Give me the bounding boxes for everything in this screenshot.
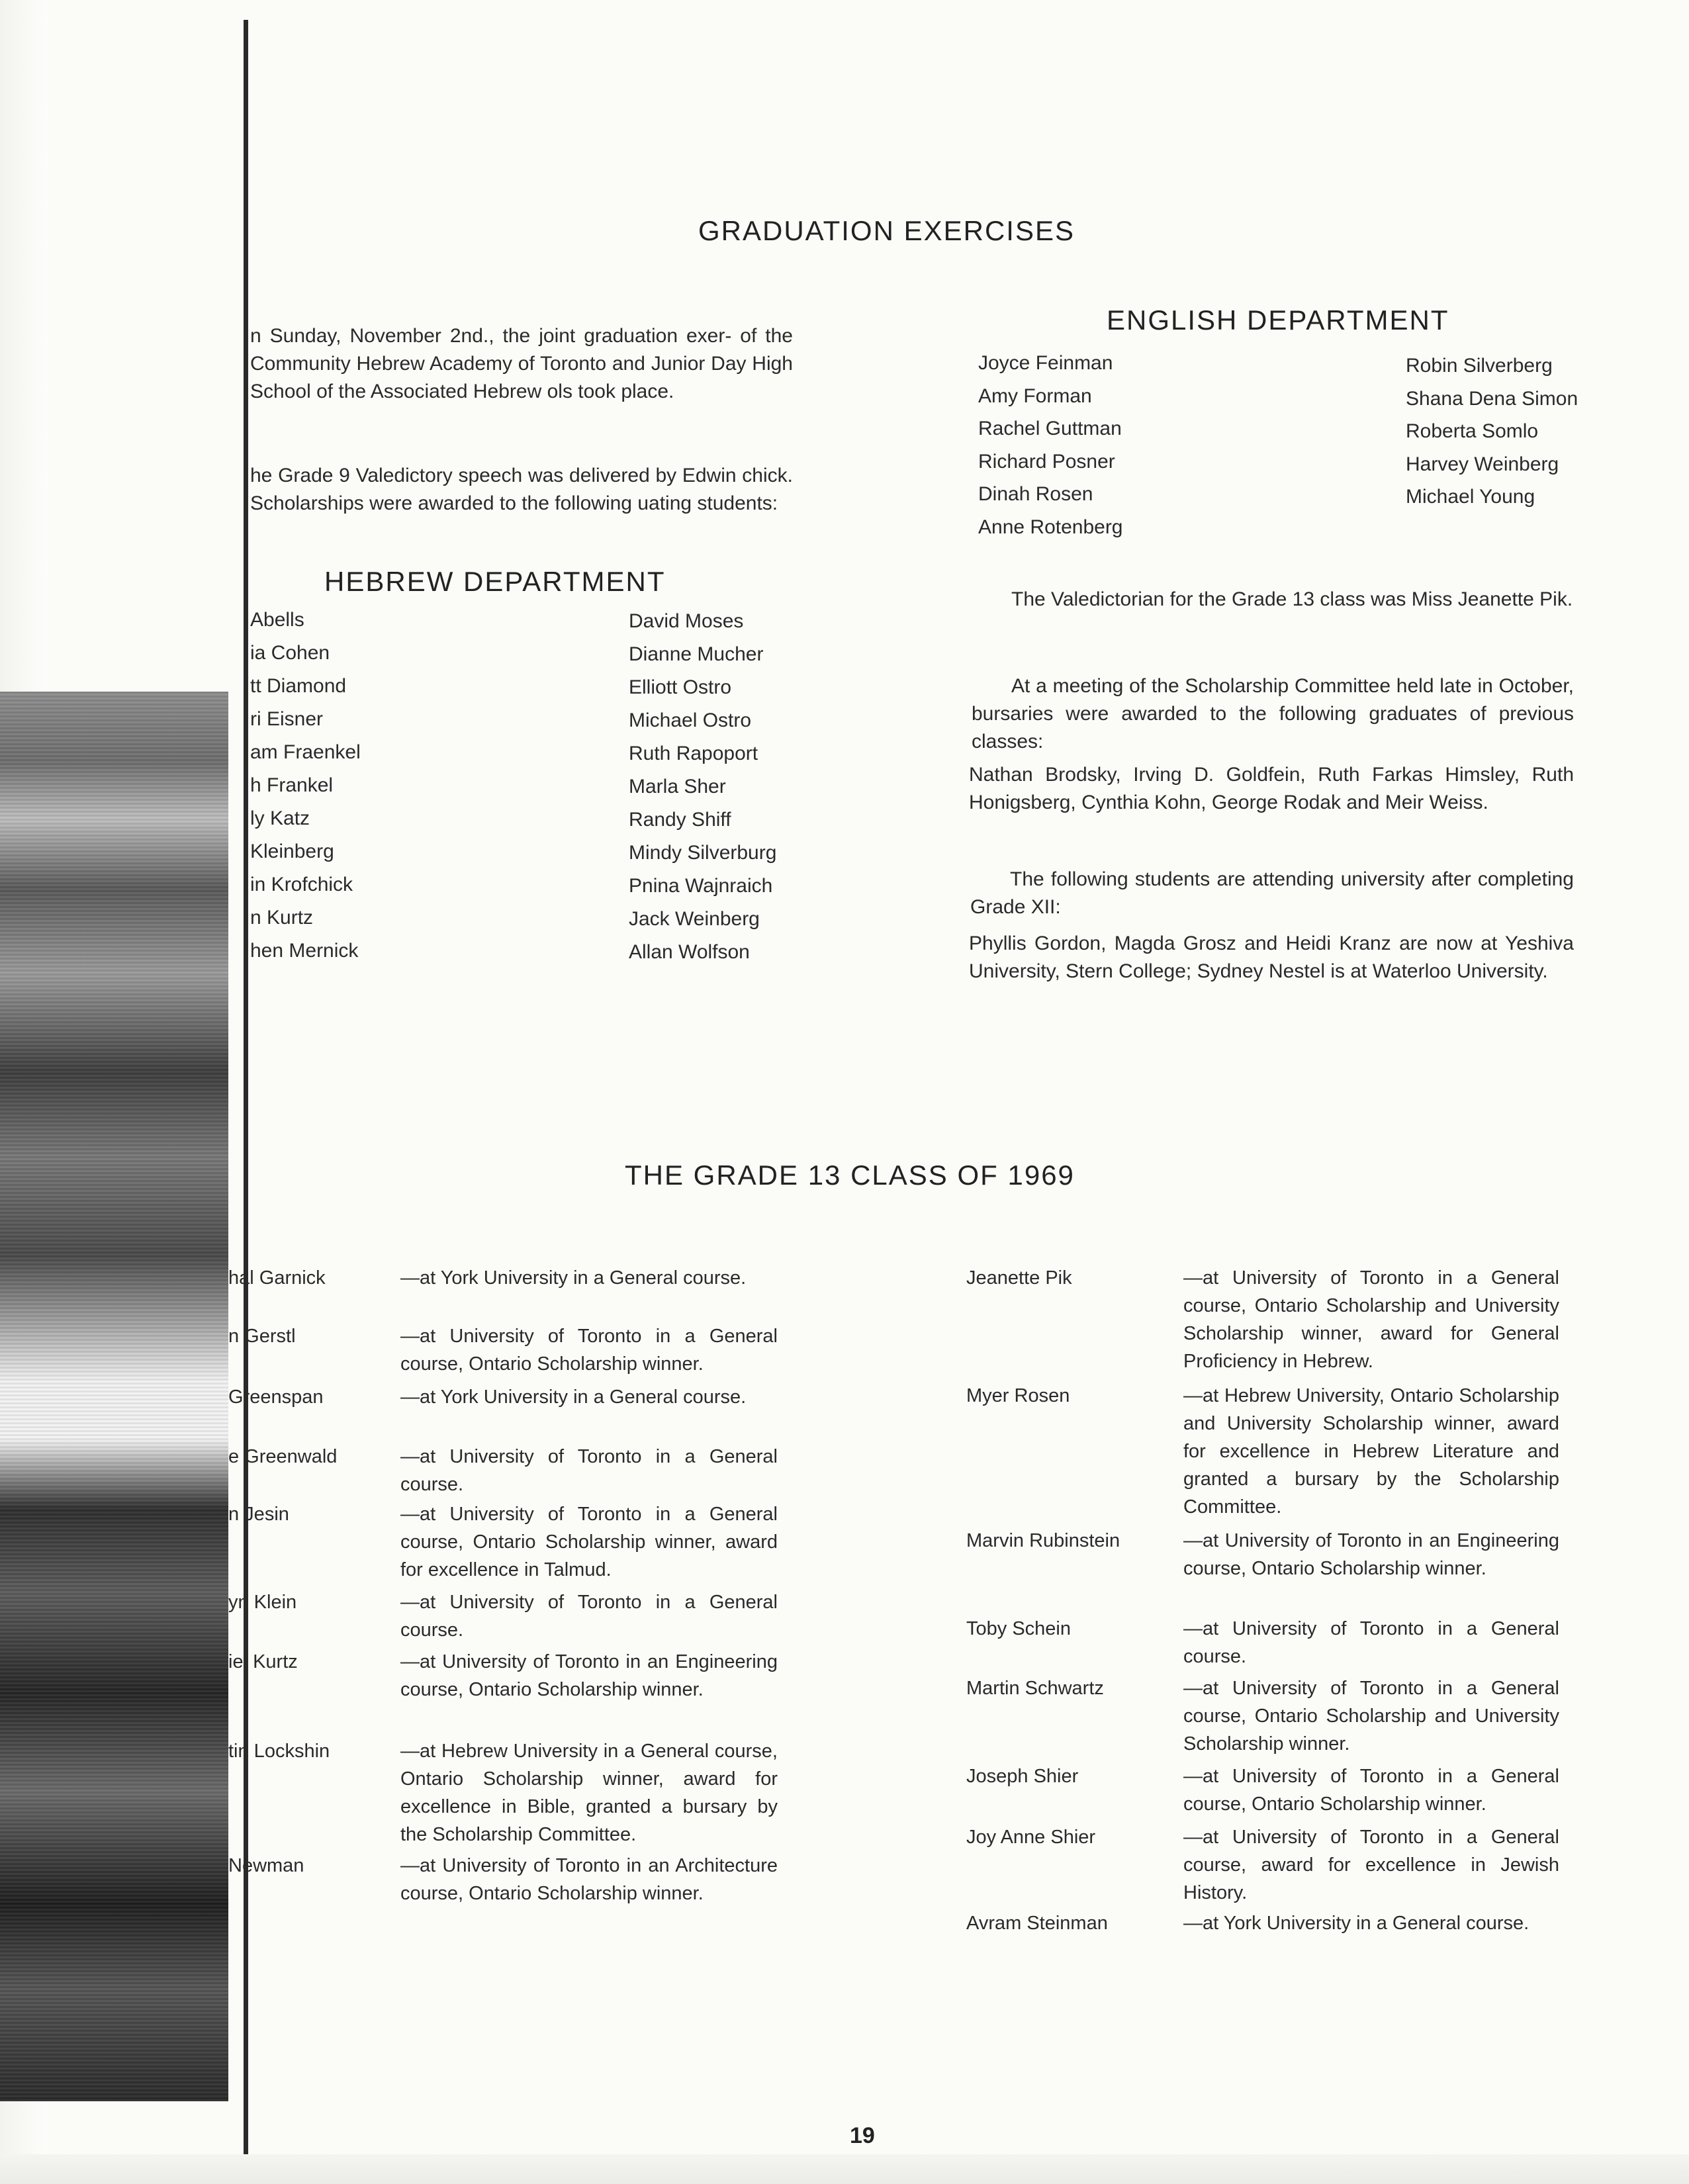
hebrew-student-name: ri Eisner	[250, 708, 324, 730]
english-names-right-column	[1406, 349, 1684, 514]
university-intro-paragraph: The following students are attending university after completing Grade XII:	[970, 868, 1574, 918]
hebrew-department-heading: HEBREW DEPARTMENT	[324, 566, 666, 597]
graduate-destination: —at York University in a General course.	[400, 1387, 747, 1408]
hebrew-student-name: Marla Sher	[629, 776, 726, 797]
graduate-destination: —at University of Toronto in a General course, Ontario Scholarship and University Scholarship winner, award for General Proficiency in Hebrew.	[1183, 1267, 1559, 1372]
binding-edge	[244, 20, 248, 2161]
graduate-name: n Gerstl	[228, 1326, 296, 1347]
graduate-destination: —at University of Toronto in a General course.	[400, 1592, 778, 1641]
graduate-destination: —at University of Toronto in a General course.	[1183, 1618, 1559, 1667]
hebrew-student-name: Randy Shiff	[629, 809, 731, 831]
graduate-name: Greenspan	[228, 1387, 324, 1408]
university-students-paragraph: Phyllis Gordon, Magda Grosz and Heidi Kranz are now at Yeshiva University, Stern College; Sydney Nestel is at Waterloo University.	[969, 933, 1574, 982]
english-student-name: Anne Rotenberg	[978, 516, 1123, 538]
graduate-name: hal Garnick	[228, 1267, 326, 1289]
graduation-photo-strip	[0, 692, 228, 2101]
hebrew-names-right-column	[629, 605, 893, 969]
hebrew-names-left-column	[250, 604, 548, 968]
hebrew-student-name: ia Cohen	[250, 642, 330, 664]
graduate-name: Myer Rosen	[966, 1385, 1070, 1406]
hebrew-student-name: Abells	[250, 609, 304, 631]
graduate-destination: —at York University in a General course.	[1183, 1913, 1529, 1934]
hebrew-student-name: Mindy Silverburg	[629, 842, 777, 864]
hebrew-student-name: tt Diamond	[250, 675, 347, 697]
english-student-name: Robin Silverberg	[1406, 355, 1553, 377]
graduate-name: e Greenwald	[228, 1446, 338, 1467]
graduate-name: Joy Anne Shier	[966, 1827, 1096, 1848]
english-student-name: Roberta Somlo	[1406, 420, 1539, 442]
english-student-name: Harvey Weinberg	[1406, 453, 1559, 475]
graduate-destination: —at Hebrew University in a General course, Ontario Scholarship winner, award for excellence in Bible, granted a bursary by the Scholarship Committee.	[400, 1741, 778, 1845]
graduate-destination: —at University of Toronto in a General course, award for excellence in Jewish History.	[1183, 1827, 1559, 1903]
hebrew-student-name: h Frankel	[250, 774, 334, 796]
graduate-name: Avram Steinman	[966, 1913, 1108, 1934]
graduate-name: Jeanette Pik	[966, 1267, 1072, 1289]
graduate-destination: —at University of Toronto in a General course, Ontario Scholarship winner.	[400, 1326, 778, 1375]
page-bottom-edge	[0, 2154, 1689, 2184]
graduate-name: iel Kurtz	[228, 1651, 298, 1672]
graduate-destination: —at University of Toronto in a General course, Ontario Scholarship winner.	[1183, 1766, 1559, 1815]
graduate-destination: —at University of Toronto in an Engineering course, Ontario Scholarship winner.	[400, 1651, 778, 1700]
graduate-destination: —at York University in a General course.	[400, 1267, 747, 1289]
english-student-name: Joyce Feinman	[978, 352, 1113, 374]
scholarship-meeting-paragraph: At a meeting of the Scholarship Committee held late in October, bursaries were awarded to the following graduates of previous classes:	[972, 675, 1574, 752]
english-department-heading: ENGLISH DEPARTMENT	[1107, 304, 1449, 336]
hebrew-student-name: Kleinberg	[250, 841, 334, 862]
hebrew-student-name: Ruth Rapoport	[629, 743, 758, 764]
hebrew-student-name: Jack Weinberg	[629, 908, 760, 930]
graduate-destination: —at Hebrew University, Ontario Scholarship and University Scholarship winner, award for excellence in Hebrew Literature and granted a bursary by the Scholarship Committee.	[1183, 1385, 1559, 1518]
english-student-name: Amy Forman	[978, 385, 1092, 407]
graduate-name: n Jesin	[228, 1504, 289, 1525]
grade13-heading: THE GRADE 13 CLASS OF 1969	[625, 1160, 1075, 1191]
hebrew-student-name: hen Mernick	[250, 940, 359, 962]
graduate-destination: —at University of Toronto in an Architecture course, Ontario Scholarship winner.	[400, 1855, 778, 1904]
english-student-name: Rachel Guttman	[978, 418, 1122, 439]
page-number: 19	[850, 2123, 875, 2148]
graduate-name: tin Lockshin	[228, 1741, 330, 1762]
graduate-name: Marvin Rubinstein	[966, 1530, 1120, 1551]
graduate-name: yn Klein	[228, 1592, 297, 1613]
graduate-name: Martin Schwartz	[966, 1678, 1104, 1699]
graduate-destination: —at University of Toronto in an Engineering course, Ontario Scholarship winner.	[1183, 1530, 1559, 1579]
hebrew-student-name: Dianne Mucher	[629, 643, 764, 665]
english-names-left-column	[978, 347, 1309, 543]
hebrew-student-name: Elliott Ostro	[629, 676, 732, 698]
hebrew-student-name: Pnina Wajnraich	[629, 875, 773, 897]
hebrew-student-name: Allan Wolfson	[629, 941, 750, 963]
graduate-name: Newman	[228, 1855, 304, 1876]
hebrew-student-name: ly Katz	[250, 807, 310, 829]
graduate-destination: —at University of Toronto in a General course, Ontario Scholarship and University Scholarship winner.	[1183, 1678, 1559, 1754]
hebrew-student-name: n Kurtz	[250, 907, 314, 929]
intro-paragraph-2: he Grade 9 Valedictory speech was delivered by Edwin chick. Scholarships were awarded to the following uating students:	[250, 465, 793, 514]
graduate-name: Toby Schein	[966, 1618, 1071, 1639]
hebrew-student-name: David Moses	[629, 610, 744, 632]
bursary-recipients-paragraph: Nathan Brodsky, Irving D. Goldfein, Ruth Farkas Himsley, Ruth Honigsberg, Cynthia Kohn, George Rodak and Meir Weiss.	[969, 764, 1574, 813]
hebrew-student-name: in Krofchick	[250, 874, 353, 895]
intro-paragraph-1: n Sunday, November 2nd., the joint graduation exer- of the Community Hebrew Academy of Toronto and Junior Day High School of the Associated Hebrew ols took place.	[250, 325, 793, 402]
hebrew-student-name: am Fraenkel	[250, 741, 361, 763]
valedictorian-paragraph: The Valedictorian for the Grade 13 class was Miss Jeanette Pik.	[1011, 588, 1573, 610]
english-student-name: Dinah Rosen	[978, 483, 1093, 505]
english-student-name: Shana Dena Simon	[1406, 387, 1578, 410]
graduate-destination: —at University of Toronto in a General course, Ontario Scholarship winner, award for excellence in Talmud.	[400, 1504, 778, 1580]
english-student-name: Michael Young	[1406, 486, 1535, 508]
graduate-name: Joseph Shier	[966, 1766, 1079, 1787]
hebrew-student-name: Michael Ostro	[629, 709, 752, 731]
graduate-destination: —at University of Toronto in a General course.	[400, 1446, 778, 1495]
page-title: GRADUATION EXERCISES	[698, 215, 1075, 246]
english-student-name: Richard Posner	[978, 450, 1115, 473]
